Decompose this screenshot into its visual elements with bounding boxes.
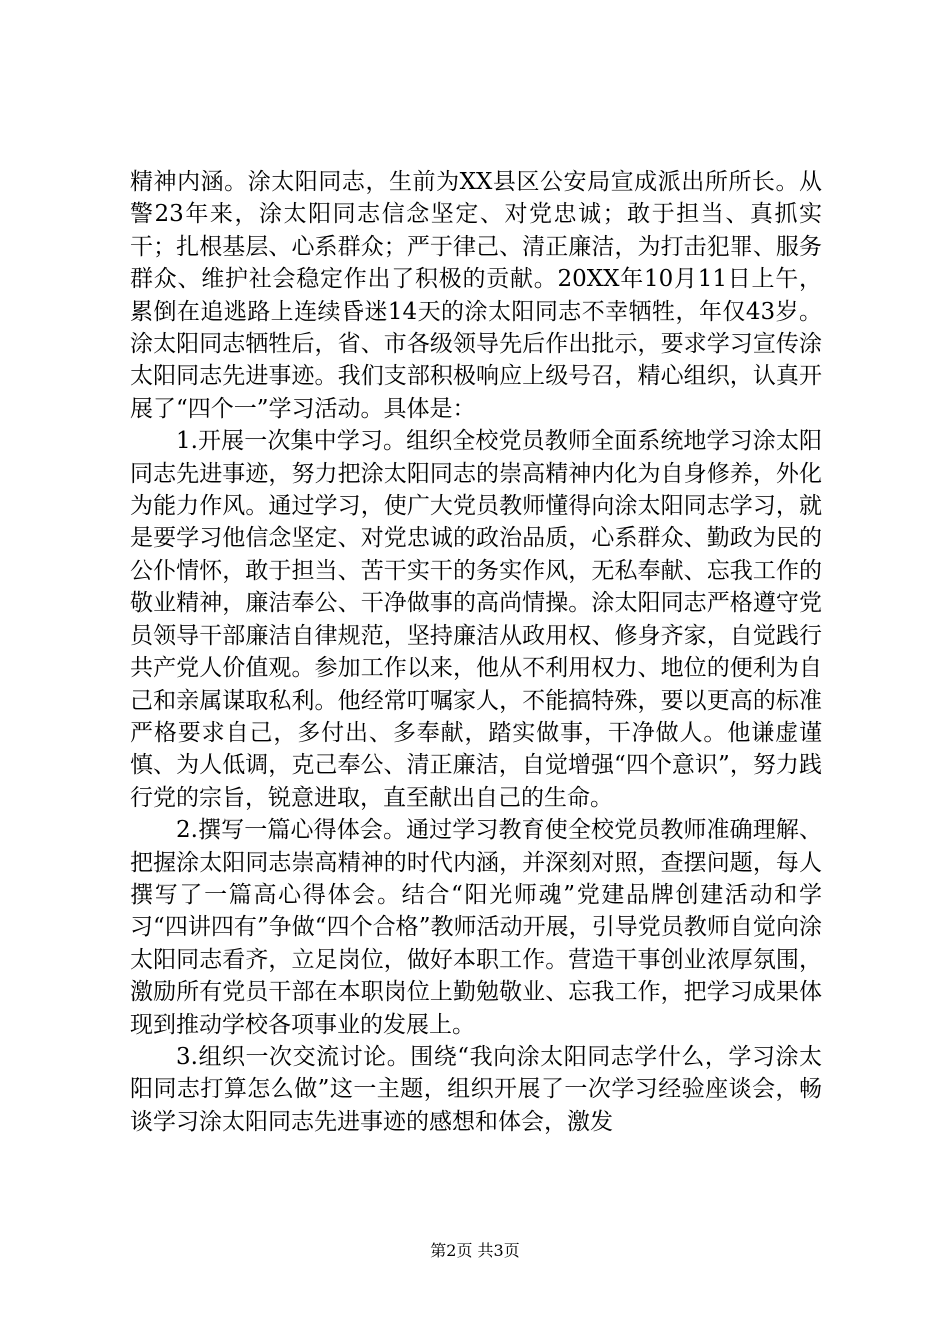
paragraph-item-2: 2.撰写一篇心得体会。通过学习教育使全校党员教师准确理解、把握涂太阳同志崇高精神的时代内涵，并深刻对照，查摆问题，每人撰写了一篇高心得体会。结合“阳光师魂”党建品牌创建活动和学习“四讲四有”争做“四个合格”教师活动开展，引导党员教师自觉向涂太阳同志看齐，立足岗位，做好本职工作。营造干事创业浓厚氛围，激励所有党员干部在本职岗位上勤勉敬业、忘我工作，把学习成果体现到推动学校各项事业的发展上。	[130, 817, 822, 1038]
page-footer	[0, 1241, 950, 1261]
page-number-label: 第2页 共3页	[430, 1241, 520, 1260]
paragraph-item-1: 1.开展一次集中学习。组织全校党员教师全面系统地学习涂太阳同志先进事迹，努力把涂太阳同志的崇高精神内化为自身修养，外化为能力作风。通过学习，使广大党员教师懂得向涂太阳同志学习，就是要学习他信念坚定、对党忠诚的政治品质，心系群众、勤政为民的公仆情怀，敢于担当、苦干实干的务实作风，无私奉献、忘我工作的敬业精神，廉洁奉公、干净做事的高尚情操。涂太阳同志严格遵守党员领导干部廉洁自律规范，坚持廉洁从政用权、修身齐家，自觉践行共产党人价值观。参加工作以来，他从不利用权力、地位的便利为自己和亲属谋取私利。他经常叮嘱家人，不能搞特殊，要以更高的标准严格要求自己，多付出、多奉献，踏实做事，干净做人。他谦虚谨慎、为人低调，克己奉公、清正廉洁，自觉增强“四个意识”，努力践行党的宗旨，锐意进取，直至献出自己的生命。	[130, 428, 822, 811]
paragraph-item-3: 3.组织一次交流讨论。围绕“我向涂太阳同志学什么，学习涂太阳同志打算怎么做”这一主题，组织开展了一次学习经验座谈会，畅谈学习涂太阳同志先进事迹的感想和体会，激发	[130, 1043, 822, 1135]
document-body	[130, 166, 822, 1138]
paragraph-intro: 精神内涵。涂太阳同志，生前为XX县区公安局宣成派出所所长。从警23年来，涂太阳同志信念坚定、对党忠诚；敢于担当、真抓实干；扎根基层、心系群众；严于律己、清正廉洁，为打击犯罪、服务群众、维护社会稳定作出了积极的贡献。20XX年10月11日上午，累倒在追逃路上连续昏迷14天的涂太阳同志不幸牺牲，年仅43岁。涂太阳同志牺牲后，省、市各级领导先后作出批示，要求学习宣传涂太阳同志先进事迹。我们支部积极响应上级号召，精心组织，认真开展了“四个一”学习活动。具体是：	[130, 169, 822, 422]
